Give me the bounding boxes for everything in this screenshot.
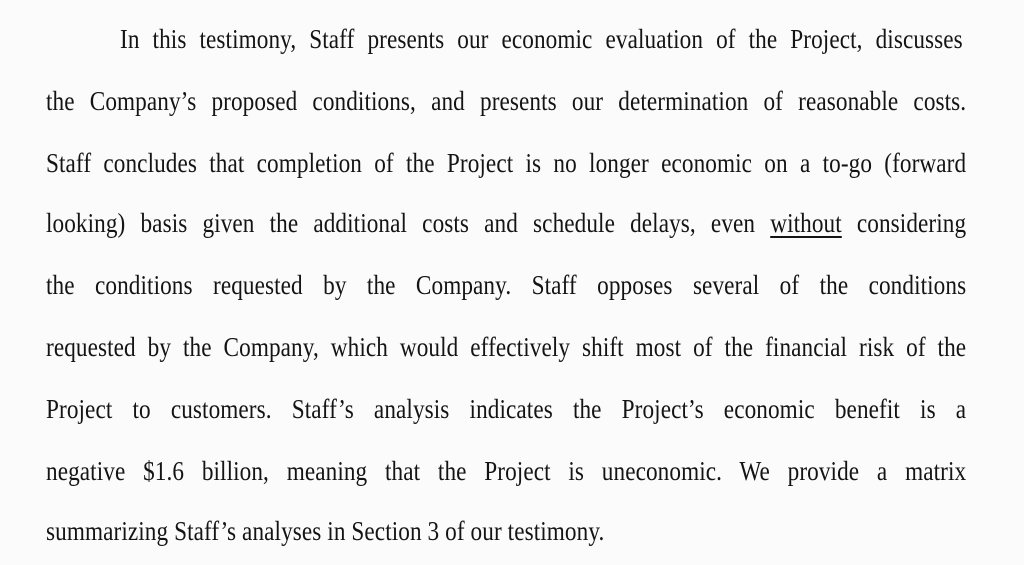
underlined-word: without [770,208,842,238]
paragraph-line-1: In this testimony, Staff presents our economic evaluation of the Project, discusses [120,24,963,54]
paragraph-line-9: summarizing Staff’s analyses in Section 3 of our testimony. [46,516,605,546]
paragraph-line-4 [46,206,966,240]
paragraph-line-6: requested by the Company, which would effectively shift most of the financial risk of the [46,332,967,362]
line-4-text: looking) basis given the additional costs and schedule delays, even [46,208,756,238]
paragraph-line-3: Staff concludes that completion of the Project is no longer economic on a to-go (forward [46,148,967,178]
paragraph-line-5: the conditions requested by the Company. Staff opposes several of the conditions [46,270,967,300]
paragraph-line-8: negative $1.6 billion, meaning that the Project is uneconomic. We provide a matrix [46,456,967,486]
line-4-tail: considering [856,208,967,238]
paragraph-line-2: the Company’s proposed conditions, and presents our determination of reasonable costs. [46,86,967,116]
paragraph-line-7: Project to customers. Staff’s analysis indicates the Project’s economic benefit is a [46,394,967,424]
